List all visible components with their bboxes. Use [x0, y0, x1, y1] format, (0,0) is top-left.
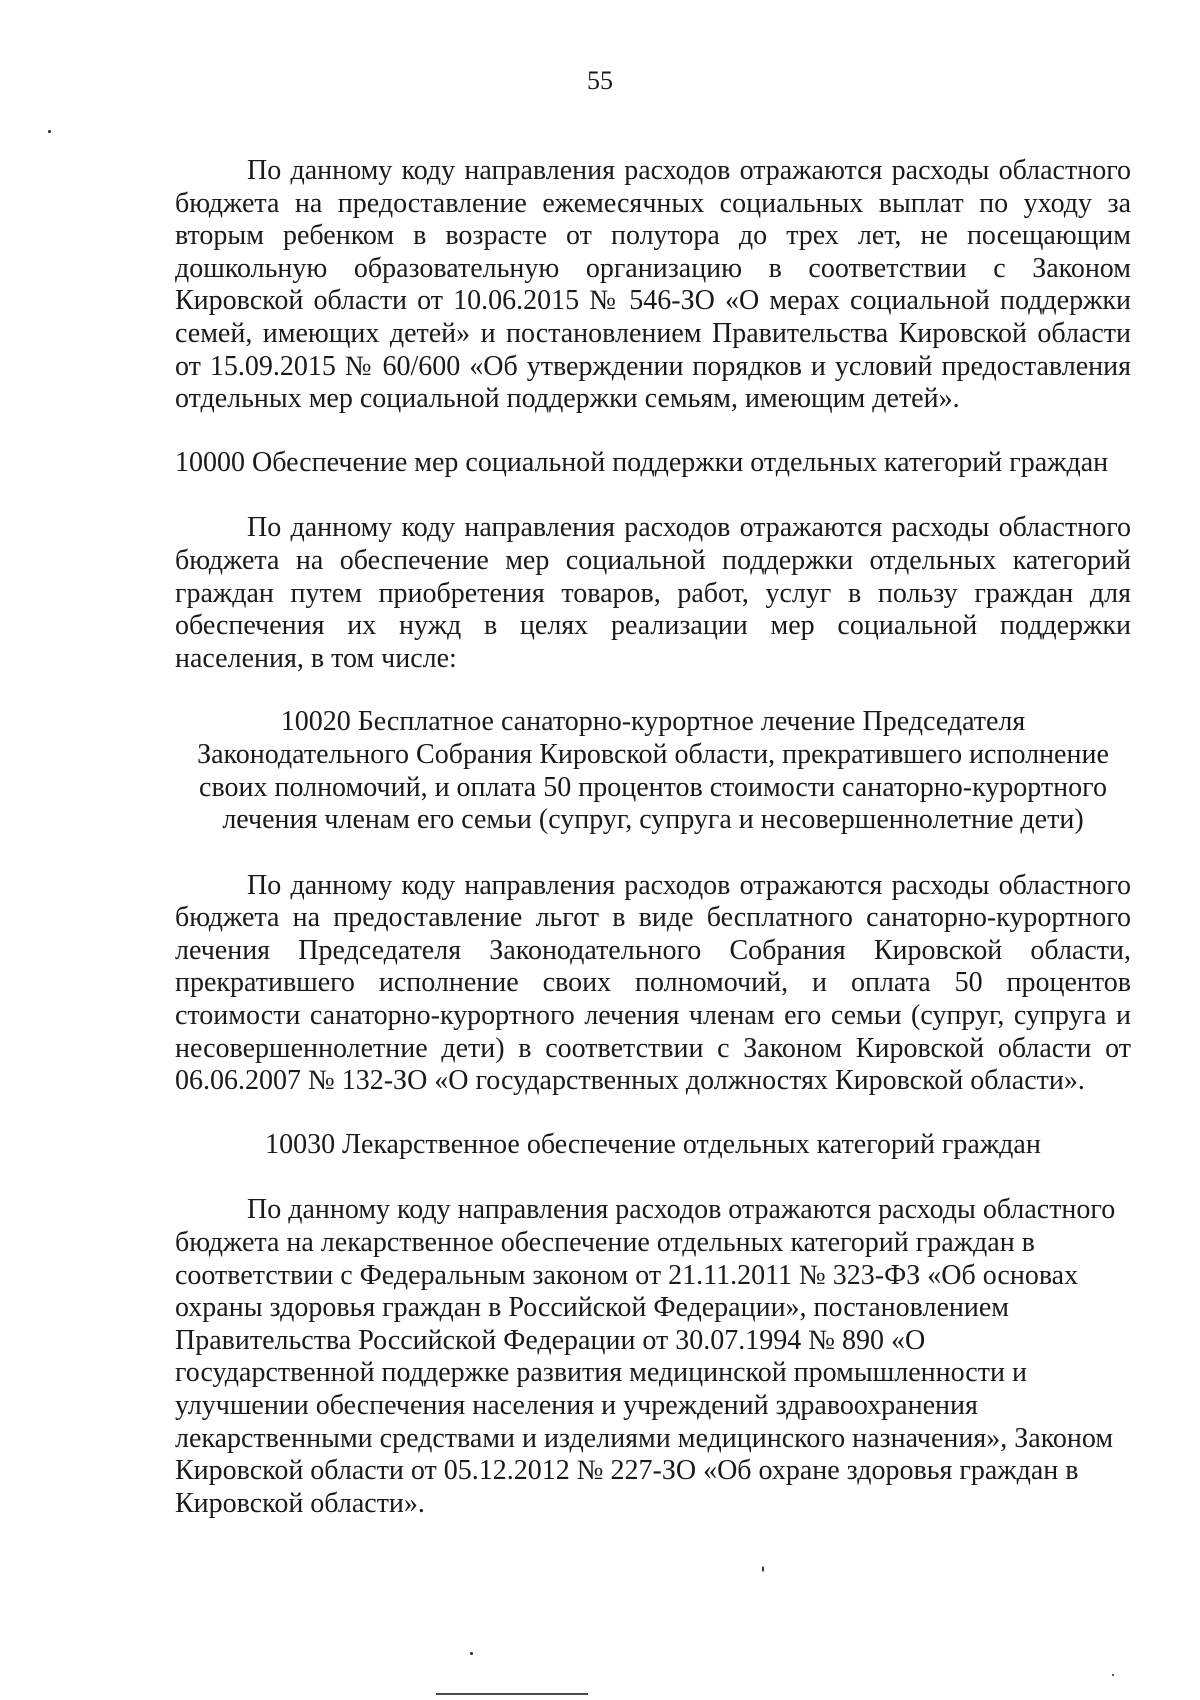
section-heading-10000: 10000 Обеспечение мер социальной поддержки отдельных категорий граждан — [175, 446, 1109, 478]
scan-dot — [470, 1652, 473, 1655]
section-heading-10030: 10030 Лекарственное обеспечение отдельных категорий граждан — [265, 1128, 1041, 1160]
heading-10020-line: Законодательного Собрания Кировской области, прекратившего исполнение — [197, 738, 1109, 770]
page-number: 55 — [587, 66, 613, 95]
section-heading-10020 — [175, 706, 1131, 836]
paragraph-drug-provision: По данному коду направления расходов отражаются расходы областного бюджета на лекарственное обеспечение отдельных категорий граждан в соответствии с Федеральным законом от 21.11.2011 № 323-ФЗ «Об основах охраны здоровья граждан в Российской Федерации», постановлением Правительства Российской Федерации от 30.07.1994 № 890 «О государственной поддержке развития медицинской промышленности и улучшении обеспечения населения и учреждений здравоохранения лекарственными средствами и изделиями медицинского назначения», Законом Кировской области от 05.12.2012 № 227-ЗО «Об охране здоровья граждан в Кировской области». — [175, 1194, 1116, 1519]
heading-10020-line: своих полномочий, и оплата 50 процентов стоимости санаторно-курортного — [199, 771, 1107, 803]
scan-dot — [762, 1566, 764, 1572]
scan-dot — [1112, 1674, 1114, 1676]
paragraph-sanatorium-treatment: По данному коду направления расходов отражаются расходы областного бюджета на предоставление льгот в виде бесплатного санаторно-курортного лечения Председателя Законодательного Собрания Кировской области, прекратившего исполнение своих полномочий, и оплата 50 процентов стоимости санаторно-курортного лечения членам его семьи (супруг, супруга и несовершеннолетние дети) в соответствии с Законом Кировской области от 06.06.2007 № 132-ЗО «О государственных должностях Кировской области». — [175, 869, 1131, 1097]
scan-dot — [48, 130, 51, 133]
paragraph-social-support-measures: По данному коду направления расходов отражаются расходы областного бюджета на обеспечение мер социальной поддержки отдельных категорий граждан путем приобретения товаров, работ, услуг в пользу граждан для обеспечения их нужд в целях реализации мер социальной поддержки населения, в том числе: — [175, 512, 1131, 674]
heading-10020-line: 10020 Бесплатное санаторно-курортное лечение Председателя — [280, 706, 1026, 738]
scan-edge-line — [436, 1693, 588, 1695]
heading-10020-line: лечения членам его семьи (супруг, супруга и несовершеннолетние дети) — [222, 804, 1084, 836]
document-body — [175, 155, 1131, 1520]
paragraph-child-care-payments: По данному коду направления расходов отражаются расходы областного бюджета на предоставление ежемесячных социальных выплат по уходу за вторым ребенком в возрасте от полутора до трех лет, не посещающим дошкольную образовательную организацию в соответствии с Законом Кировской области от 10.06.2015 № 546-ЗО «О мерах социальной поддержки семей, имеющих детей» и постановлением Правительства Кировской области от 15.09.2015 № 60/600 «Об утверждении порядков и условий предоставления отдельных мер социальной поддержки семьям, имеющим детей». — [175, 155, 1131, 415]
